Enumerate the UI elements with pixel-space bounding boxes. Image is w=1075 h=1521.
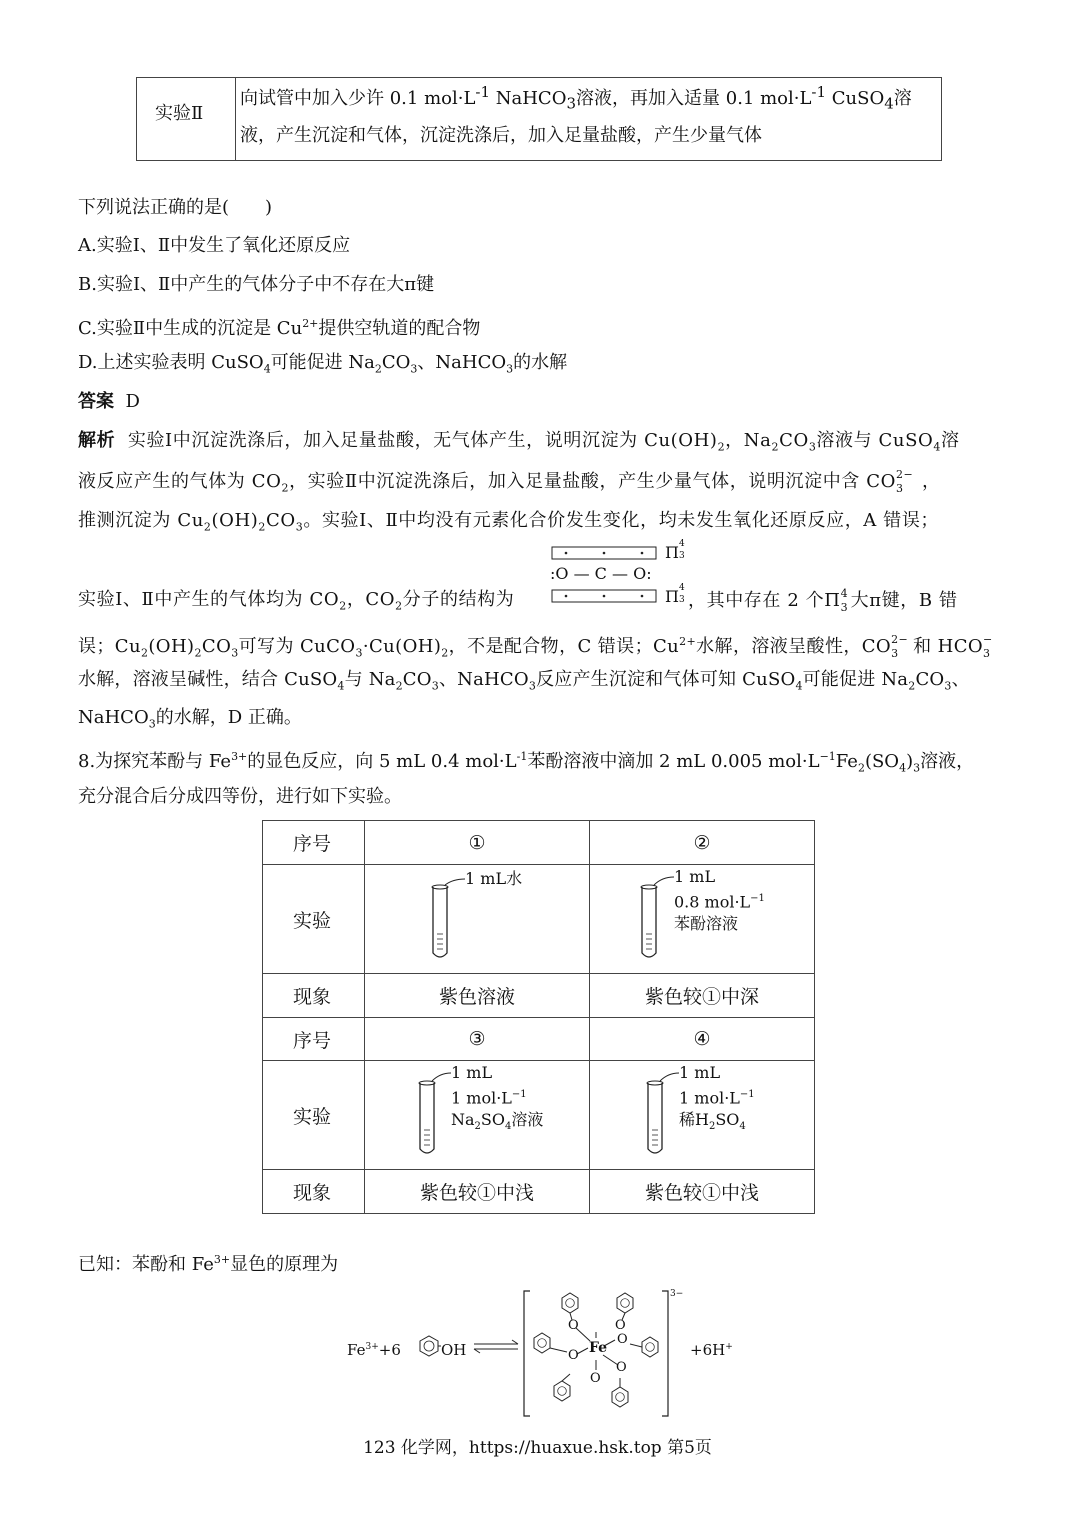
experiment-2-line-2: 液，产生沉淀和气体，沉淀洗涤后，加入足量盐酸，产生少量气体: [240, 125, 762, 146]
analysis-line-5: 误；$Cu_2(OH)_2CO_3$可写为 $CuCO_3\cdot Cu(OH)_2$，不是配合物，C 错误；$Cu^{2+}$水解，溶液呈酸性，CO 2− 3 和 HCO − 3: [78, 633, 993, 660]
header-observation: 现象: [263, 974, 365, 1018]
observation-2: 紫色较①中深: [590, 974, 815, 1018]
analysis-line-1: 解析 实验Ⅰ中沉淀洗涤后，加入足量盐酸，无气体产生，说明沉淀为 $Cu(OH)_2$，$Na_2CO_3$溶液与 CuSO$_4$溶: [78, 430, 960, 454]
experiment-2-line-1: 向试管中加入少许 0.1 $mol\cdot L^{-1}$ NaHCO$_3$溶液，再加入适量 0.1 $mol\cdot L^{-1}$ CuSO$_4$溶: [240, 83, 912, 113]
analysis-line-3: 推测沉淀为 $Cu_2(OH)_2CO_3$。实验Ⅰ、Ⅱ中均没有元素化合价发生变化，均未发生氧化还原反应，A 错误；: [78, 510, 940, 534]
pi-label-top: Π 4 3: [665, 539, 685, 562]
header-seq-2: 序号: [263, 1018, 365, 1061]
analysis-line-4-tail: ，其中存在 2 个Π 4 3 大π键，B 错: [688, 587, 958, 614]
answer-line: [78, 390, 140, 414]
o-atom: O: [590, 1371, 601, 1386]
header-experiment: 实验: [263, 865, 365, 974]
question-8-line-2: 充分混合后分成四等份，进行如下实验。: [78, 786, 402, 807]
answer-label: 答案: [78, 391, 114, 412]
header-experiment-2: 实验: [263, 1061, 365, 1170]
experiment-3-cell: [365, 1061, 590, 1170]
tube-2-label: 1 mL 0.8 $mol\cdot L^{-1}$ 苯酚溶液: [674, 867, 765, 934]
tube-1-label: 1 mL水: [465, 869, 523, 888]
analysis-line-4: 实验Ⅰ、Ⅱ中产生的气体均为 $CO_2$，$CO_2$分子的结构为: [78, 589, 515, 613]
o-atom: O: [616, 1360, 627, 1375]
test-tube-figure-1: [365, 865, 589, 973]
test-tube-figure-4: [590, 1061, 814, 1169]
experiment-2-label: 实验Ⅱ: [155, 103, 204, 124]
co2-structure-diagram: [550, 544, 660, 606]
experiment-4-cell: [590, 1061, 815, 1170]
o-atom: O: [617, 1332, 628, 1347]
observation-4: 紫色较①中浅: [590, 1170, 815, 1214]
experiment-2-cell: [590, 865, 815, 974]
tube-4-label: 1 mL 1 $mol\cdot L^{-1}$ 稀$H_2SO_4$: [679, 1063, 755, 1133]
tube-3-label: 1 mL 1 $mol\cdot L^{-1}$ $Na_2SO_4$溶液: [451, 1063, 544, 1133]
phenol-oh: OH: [441, 1341, 467, 1359]
analysis-label: 解析: [78, 430, 116, 451]
known-principle: 已知：苯酚和 $Fe^{3+}$显色的原理为: [78, 1253, 339, 1275]
experiment-2-label-cell: [137, 78, 236, 160]
o-atom: O: [568, 1348, 579, 1363]
seq-1: ①: [365, 821, 590, 865]
experiment-1-cell: [365, 865, 590, 974]
product-tail: +6H+: [690, 1341, 733, 1359]
experiment-table: [262, 820, 815, 1214]
header-observation-2: 现象: [263, 1170, 365, 1214]
option-d: D.上述实验表明 CuSO$_4$可能促进 $Na_2CO_3$、NaHCO$_3$的水解: [78, 352, 568, 376]
observation-1: 紫色溶液: [365, 974, 590, 1018]
answer-value: D: [125, 391, 140, 412]
option-c: C.实验Ⅱ中生成的沉淀是 $Cu^{2+}$提供空轨道的配合物: [78, 317, 481, 339]
seq-3: ③: [365, 1018, 590, 1061]
header-seq: 序号: [263, 821, 365, 865]
co2-formula: :O — C — O:: [550, 564, 652, 583]
question-8-line-1: 8.为探究苯酚与 $Fe^{3+}$的显色反应，向 5 mL 0.4 $mol\cdot L^{-1}$苯酚溶液中滴加 2 mL 0.005 $mol\cdot L^{-1}Fe_2(SO_4)_3$溶液，: [78, 750, 975, 775]
option-a: A.实验Ⅰ、Ⅱ中发生了氧化还原反应: [78, 235, 351, 256]
fe-center: Fe: [589, 1340, 608, 1356]
fe3-plus-6: $Fe^{3+}+6$: [347, 1341, 401, 1359]
pi-label-bottom: Π 4 3: [665, 583, 685, 606]
page-footer: 123 化学网，https://huaxue.hsk.top 第5页: [363, 1438, 712, 1458]
option-b: B.实验Ⅰ、Ⅱ中产生的气体分子中不存在大π键: [78, 274, 435, 295]
observation-3: 紫色较①中浅: [365, 1170, 590, 1214]
complex-charge: 3−: [670, 1289, 684, 1299]
experiment-2-table: [136, 77, 942, 161]
analysis-line-2: 液反应产生的气体为 $CO_2$，实验Ⅱ中沉淀洗涤后，加入足量盐酸，产生少量气体，说明沉淀中含 CO 2− 3 ，: [78, 468, 941, 495]
question-stem: 下列说法正确的是( ): [78, 197, 273, 218]
test-tube-figure-2: [590, 865, 814, 973]
o-atom: O: [568, 1318, 579, 1333]
analysis-line-6: 水解，溶液呈碱性，结合 CuSO$_4$与 $Na_2CO_3$、NaHCO$_3$反应产生沉淀和气体可知 CuSO$_4$可能促进 $Na_2CO_3$、: [78, 669, 970, 693]
seq-2: ②: [590, 821, 815, 865]
test-tube-figure-3: [365, 1061, 589, 1169]
o-atom: O: [615, 1318, 626, 1333]
seq-4: ④: [590, 1018, 815, 1061]
analysis-line-7: NaHCO$_3$的水解，D 正确。: [78, 707, 302, 731]
reaction-diagram: [340, 1288, 740, 1423]
